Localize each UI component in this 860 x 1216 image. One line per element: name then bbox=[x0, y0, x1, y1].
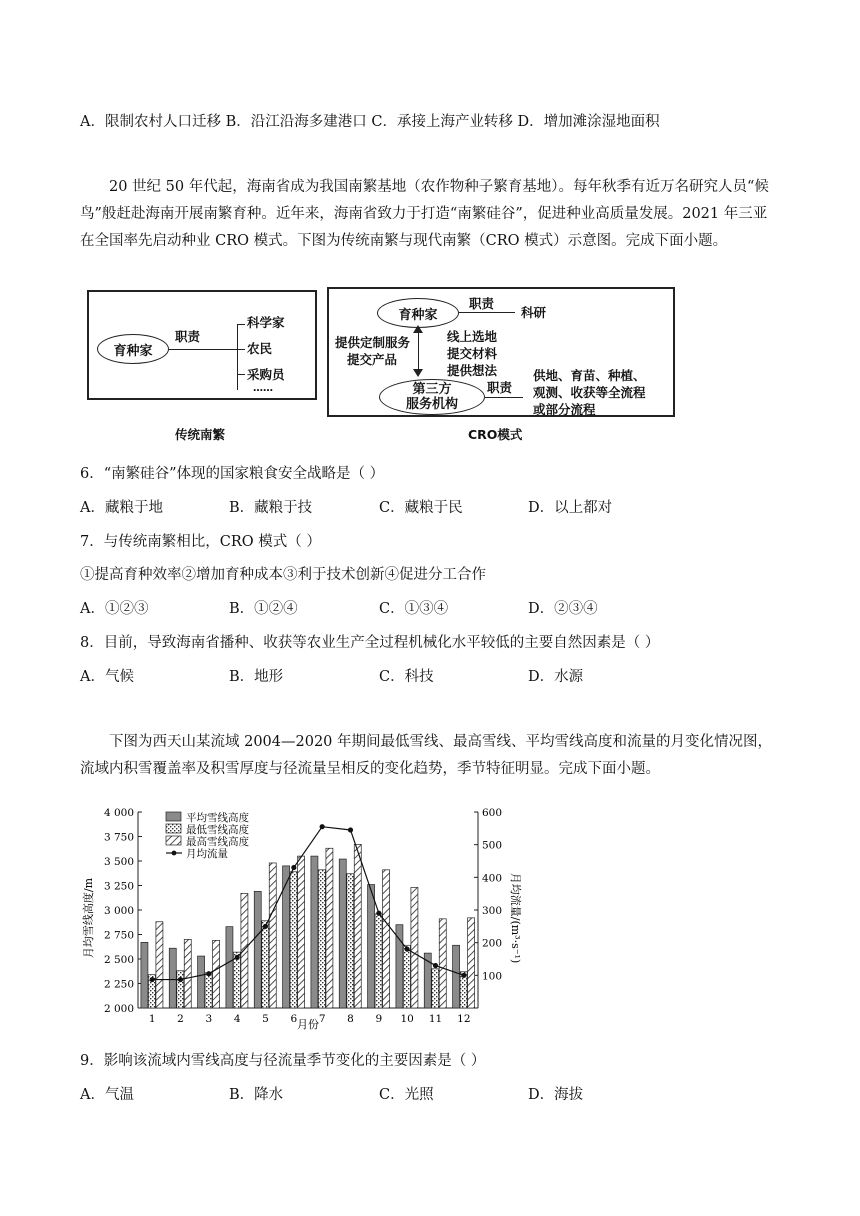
min-snowline-bar bbox=[347, 874, 354, 1008]
cro-service-3: 或部分流程 bbox=[533, 402, 596, 417]
max-snowline-bar bbox=[298, 856, 305, 1008]
x-tick-label: 4 bbox=[233, 1013, 241, 1025]
third-party-ellipse bbox=[379, 379, 485, 415]
duty-label: 职责 bbox=[175, 329, 201, 344]
breeder-ellipse: 育种家 bbox=[97, 334, 169, 364]
avg-snowline-bar bbox=[226, 927, 233, 1008]
flow-point bbox=[348, 827, 353, 832]
passage-snowline: 下图为西天山某流域 2004—2020 年期间最低雪线、最高雪线、平均雪线高度和流量的月变化情况图，流域内积雪覆盖率及积雪厚度与径流量呈相反的变化趋势，季节特征明显。完成下面小题。 bbox=[80, 734, 773, 777]
flow-point bbox=[405, 947, 410, 952]
q9-option-b: B．降水 bbox=[229, 1087, 284, 1103]
q7-option-d: D．②③④ bbox=[528, 601, 598, 617]
avg-snowline-bar bbox=[198, 956, 205, 1008]
cro-right-text-1: 线上选地 bbox=[447, 329, 498, 344]
avg-snowline-bar bbox=[254, 891, 261, 1008]
q9-option-c: C．光照 bbox=[379, 1087, 434, 1103]
y2-tick-label: 500 bbox=[482, 839, 503, 852]
avg-snowline-bar bbox=[453, 945, 460, 1008]
legend-avg-swatch bbox=[166, 812, 181, 821]
x-tick-label: 6 bbox=[290, 1013, 298, 1025]
avg-snowline-bar bbox=[368, 885, 375, 1008]
y-tick-label: 2 750 bbox=[103, 929, 134, 942]
legend-flow-marker bbox=[172, 851, 177, 856]
flow-point bbox=[291, 865, 296, 870]
x-axis-label: 月份 bbox=[297, 1018, 319, 1031]
min-snowline-bar bbox=[290, 872, 297, 1008]
passage-nanfan: 20 世纪 50 年代起，海南省成为我国南繁基地（农作物种子繁育基地）。每年秋季有近万名研究人员“候鸟”般赶赴海南开展南繁育种。近年来，海南省致力于打造“南繁硅谷”，促进种业高质量发展。2021 年三亚在全国率先启动种业 CRO 模式。下图为传统南繁与现代南繁（CRO 模式）示意图。完成下面小题。 bbox=[80, 179, 769, 249]
y2-tick-label: 600 bbox=[482, 807, 503, 819]
legend-min-label: 最低雪线高度 bbox=[186, 824, 249, 836]
min-snowline-bar bbox=[403, 945, 410, 1008]
x-tick-label: 10 bbox=[400, 1013, 414, 1025]
q6-stem: 6．“南繁硅谷”体现的国家粮食安全战略是（ ） bbox=[80, 466, 385, 482]
connector-line bbox=[169, 349, 237, 350]
cro-duty-label-bottom: 职责 bbox=[487, 380, 513, 395]
y-axis-label: 月均雪线高度/m bbox=[82, 877, 95, 959]
cro-left-text-1: 提供定制服务 bbox=[335, 335, 411, 350]
flow-point bbox=[376, 911, 381, 916]
legend-flow-label: 月均流量 bbox=[186, 848, 228, 860]
q8-option-d: D．水源 bbox=[528, 669, 584, 685]
y-tick-label: 3 750 bbox=[103, 831, 134, 844]
legend-avg-label: 平均雪线高度 bbox=[186, 812, 249, 824]
min-snowline-bar bbox=[262, 921, 269, 1008]
flow-point bbox=[150, 977, 155, 982]
q6-option-c: C．藏粮于民 bbox=[379, 500, 463, 516]
q8-stem: 8．目前，导致海南省播种、收获等农业生产全过程机械化水平较低的主要自然因素是（ ） bbox=[80, 635, 660, 651]
caption-cro: CRO模式 bbox=[468, 427, 523, 442]
max-snowline-bar bbox=[468, 918, 475, 1008]
min-snowline-bar bbox=[177, 971, 184, 1008]
max-snowline-bar bbox=[326, 848, 333, 1008]
min-snowline-bar bbox=[375, 914, 382, 1008]
q7-option-c: C．①③④ bbox=[379, 601, 449, 617]
cro-right-text-3: 提供想法 bbox=[447, 363, 498, 378]
diagram-cro bbox=[327, 287, 675, 417]
cro-breeder-ellipse: 育种家 bbox=[377, 298, 459, 328]
avg-snowline-bar bbox=[141, 942, 148, 1008]
avg-snowline-bar bbox=[283, 866, 290, 1008]
item-farmer: 农民 bbox=[247, 341, 273, 356]
max-snowline-bar bbox=[184, 939, 191, 1008]
x-tick-label: 8 bbox=[347, 1013, 354, 1025]
legend-min-swatch bbox=[166, 824, 181, 833]
flow-point bbox=[320, 824, 325, 829]
avg-snowline-bar bbox=[169, 948, 176, 1008]
q9-stem: 9．影响该流域内雪线高度与径流量季节变化的主要因素是（ ） bbox=[80, 1053, 486, 1069]
item-ellipsis: …… bbox=[253, 383, 273, 394]
min-snowline-bar bbox=[205, 973, 212, 1008]
cro-left-text-2: 提交产品 bbox=[347, 352, 398, 367]
min-snowline-bar bbox=[432, 969, 439, 1008]
y2-tick-label: 100 bbox=[482, 970, 503, 983]
flow-point bbox=[178, 977, 183, 982]
x-tick-label: 12 bbox=[457, 1013, 471, 1025]
cro-research: 科研 bbox=[521, 305, 547, 320]
max-snowline-bar bbox=[241, 893, 248, 1008]
x-tick-label: 3 bbox=[205, 1013, 213, 1025]
legend-max-swatch bbox=[166, 836, 181, 845]
min-snowline-bar bbox=[233, 952, 240, 1008]
snowline-chart bbox=[80, 800, 520, 1035]
avg-snowline-bar bbox=[339, 859, 346, 1008]
max-snowline-bar bbox=[213, 940, 220, 1008]
y-tick-label: 3 500 bbox=[103, 856, 134, 868]
flow-point bbox=[263, 924, 268, 929]
diagram-traditional bbox=[87, 290, 317, 400]
q6-option-b: B．藏粮于技 bbox=[229, 500, 313, 516]
q8-option-b: B．地形 bbox=[229, 669, 284, 685]
item-buyer: 采购员 bbox=[247, 367, 285, 382]
max-snowline-bar bbox=[269, 863, 276, 1008]
max-snowline-bar bbox=[383, 870, 390, 1008]
flow-point bbox=[235, 955, 240, 960]
y-tick-label: 3 250 bbox=[103, 880, 134, 893]
third-party-line2: 服务机构 bbox=[405, 397, 458, 412]
q7-option-b: B．①②④ bbox=[229, 601, 298, 617]
q7-statements: ①提高育种效率②增加育种成本③利于技术创新④促进分工合作 bbox=[80, 567, 486, 583]
y-tick-label: 3 000 bbox=[103, 905, 134, 917]
q9-option-a: A．气温 bbox=[80, 1087, 134, 1103]
flow-arrows bbox=[409, 325, 429, 379]
max-snowline-bar bbox=[354, 844, 361, 1008]
max-snowline-bar bbox=[439, 919, 446, 1008]
flow-point bbox=[206, 971, 211, 976]
third-party-line1: 第三方 bbox=[412, 382, 452, 397]
q8-option-a: A．气候 bbox=[80, 669, 134, 685]
flow-point bbox=[461, 973, 466, 978]
y2-tick-label: 400 bbox=[482, 872, 503, 885]
avg-snowline-bar bbox=[311, 856, 318, 1008]
max-snowline-bar bbox=[411, 887, 418, 1008]
y2-axis-label: 月均流量/(m³·s⁻¹) bbox=[509, 872, 522, 964]
y-tick-label: 4 000 bbox=[103, 807, 134, 819]
max-snowline-bar bbox=[156, 922, 163, 1008]
x-tick-label: 7 bbox=[318, 1013, 326, 1025]
flow-point bbox=[433, 963, 438, 968]
q9-option-d: D．海拔 bbox=[528, 1087, 584, 1103]
q6-option-d: D．以上都对 bbox=[528, 500, 613, 516]
y2-tick-label: 200 bbox=[482, 937, 503, 950]
x-tick-label: 5 bbox=[262, 1013, 269, 1025]
item-scientist: 科学家 bbox=[247, 315, 285, 330]
q8-option-c: C．科技 bbox=[379, 669, 434, 685]
q7-option-a: A．①②③ bbox=[80, 601, 149, 617]
bracket-line bbox=[237, 324, 238, 390]
q7-stem: 7．与传统南繁相比，CRO 模式（ ） bbox=[80, 534, 321, 550]
y-tick-label: 2 500 bbox=[103, 954, 134, 966]
q6-option-a: A．藏粮于地 bbox=[80, 500, 163, 516]
cro-right-text-2: 提交材料 bbox=[447, 346, 498, 361]
x-tick-label: 2 bbox=[177, 1013, 184, 1025]
x-tick-label: 9 bbox=[375, 1013, 383, 1025]
y-tick-label: 2 000 bbox=[103, 1003, 134, 1015]
caption-traditional: 传统南繁 bbox=[175, 427, 226, 442]
x-tick-label: 11 bbox=[428, 1013, 443, 1025]
x-tick-label: 1 bbox=[148, 1013, 156, 1025]
min-snowline-bar bbox=[318, 870, 325, 1008]
cro-duty-label-top: 职责 bbox=[469, 296, 495, 311]
legend-max-label: 最高雪线高度 bbox=[186, 836, 249, 848]
y-tick-label: 2 250 bbox=[103, 978, 134, 991]
q5-options: A．限制农村人口迁移 B．沿江沿海多建港口 C．承接上海产业转移 D．增加滩涂湿地面积 bbox=[80, 114, 660, 130]
cro-service-2: 观测、收获等全流程 bbox=[533, 385, 646, 400]
y2-tick-label: 300 bbox=[482, 905, 503, 917]
cro-service-1: 供地、育苗、种植、 bbox=[533, 368, 646, 383]
